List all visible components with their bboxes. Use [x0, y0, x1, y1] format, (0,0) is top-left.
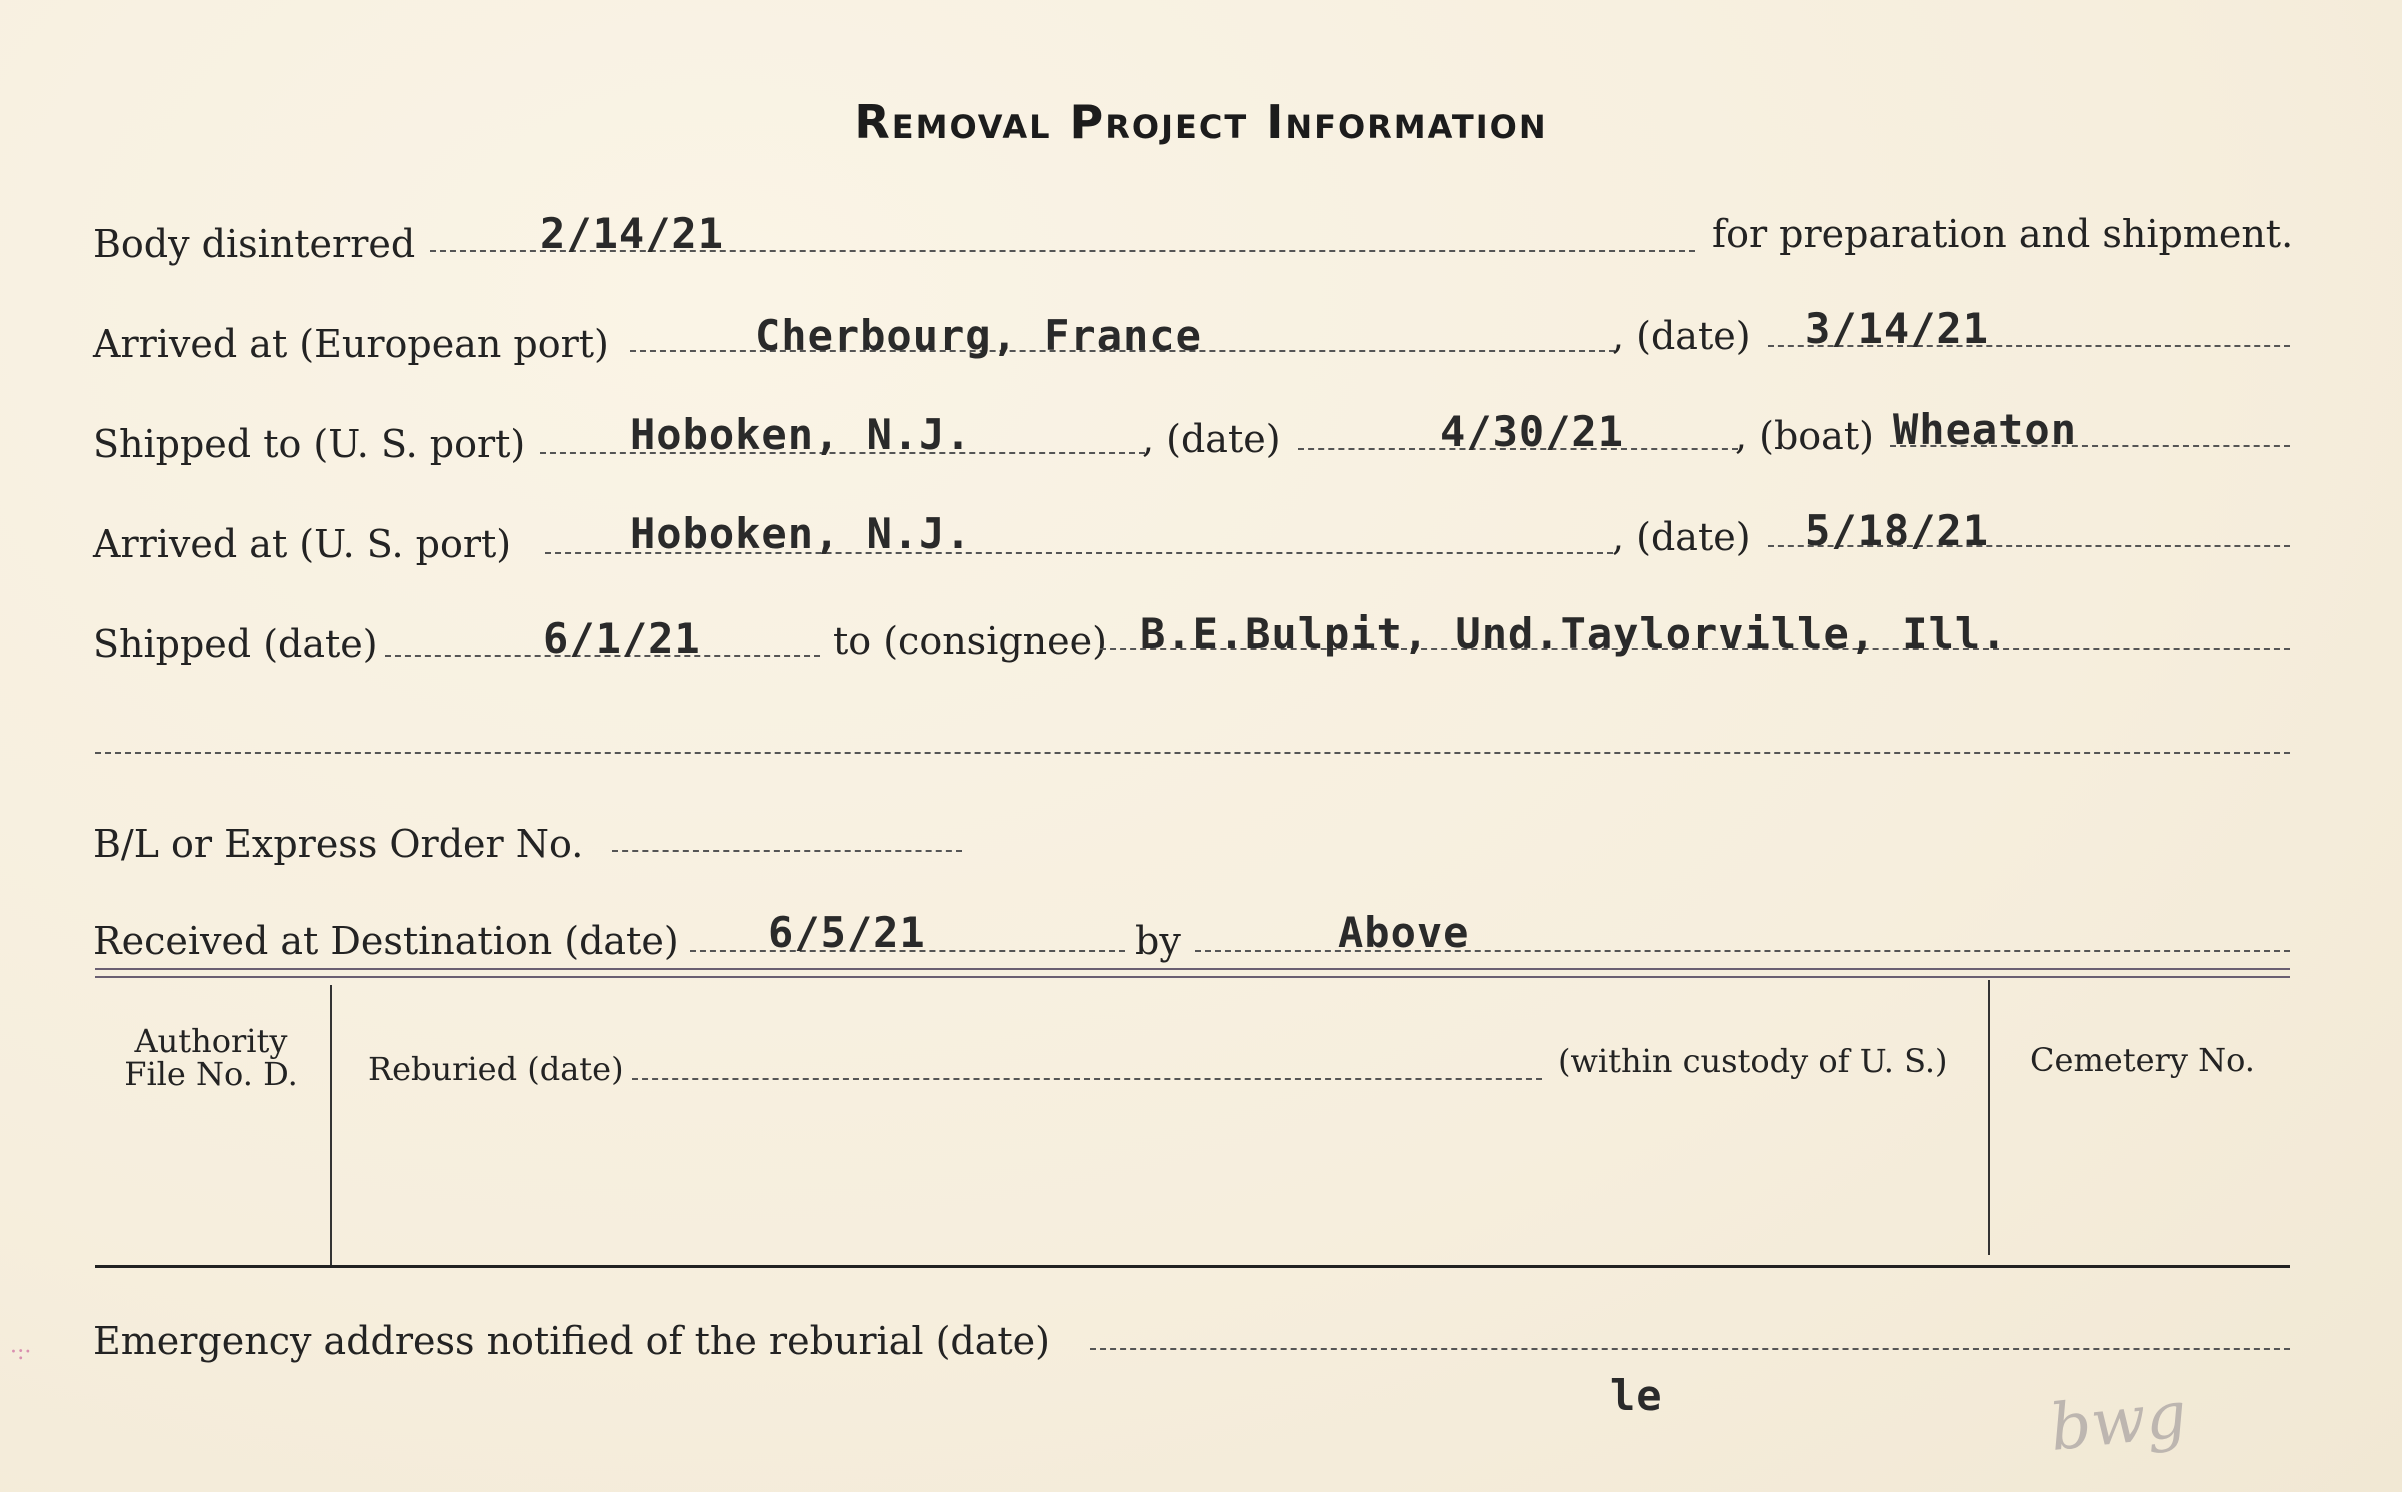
- consignee-label: to (consignee): [833, 619, 1107, 663]
- arrived-european-date-label: , (date): [1612, 314, 1751, 358]
- shipped-date-label: Shipped (date): [93, 622, 378, 666]
- table-bottom-rule: [95, 1265, 2290, 1268]
- arrived-european-label: Arrived at (European port): [93, 322, 609, 366]
- arrived-us-port: Hoboken, N.J.: [630, 509, 972, 558]
- arrived-us-date-label: , (date): [1612, 515, 1751, 559]
- shipped-us-date: 4/30/21: [1440, 407, 1625, 456]
- received-by: Above: [1338, 908, 1470, 957]
- file-code: le: [1610, 1371, 1663, 1420]
- emergency-label: Emergency address notified of the reburial (date): [93, 1319, 1050, 1363]
- body-disinterred-value: 2/14/21: [540, 209, 725, 258]
- bl-line: [612, 850, 962, 852]
- authority-label-1: Authority: [134, 1022, 288, 1060]
- stamp-mark: ·:·: [10, 1340, 32, 1365]
- reburied-label: Reburied (date): [368, 1050, 624, 1088]
- body-disinterred-suffix: for preparation and shipment.: [1712, 212, 2294, 256]
- pencil-note: bwg: [2046, 1378, 2191, 1466]
- continuation-line: [95, 752, 2290, 754]
- consignee: B.E.Bulpit, Und.Taylorville, Ill.: [1140, 609, 2008, 658]
- card-title: Removal Project Information: [854, 95, 1548, 149]
- emergency-line: [1090, 1348, 2290, 1350]
- table-divider-right: [1988, 980, 1990, 1255]
- shipped-us-date-label: , (date): [1142, 417, 1281, 461]
- shipped-date: 6/1/21: [543, 614, 701, 663]
- received-label: Received at Destination (date): [93, 919, 679, 963]
- reburied-line: [632, 1078, 1542, 1080]
- shipped-us-port: Hoboken, N.J.: [630, 410, 972, 459]
- bl-label: B/L or Express Order No.: [93, 822, 584, 866]
- table-top-rule: [95, 968, 2290, 970]
- arrived-european-date: 3/14/21: [1805, 304, 1990, 353]
- received-by-label: by: [1135, 919, 1181, 963]
- body-disinterred-label: Body disinterred: [93, 222, 416, 266]
- arrived-us-date: 5/18/21: [1805, 506, 1990, 555]
- arrived-us-label: Arrived at (U. S. port): [93, 522, 512, 566]
- table-top-rule-2: [95, 976, 2290, 978]
- shipped-us-boat: Wheaton: [1893, 405, 2078, 454]
- arrived-european-port: Cherbourg, France: [755, 311, 1202, 360]
- shipped-us-boat-label: , (boat): [1735, 414, 1874, 458]
- custody-label: (within custody of U. S.): [1558, 1042, 1948, 1080]
- received-date: 6/5/21: [768, 908, 926, 957]
- authority-label-2: File No. D.: [124, 1055, 298, 1093]
- cemetery-label: Cemetery No.: [2030, 1041, 2255, 1079]
- shipped-us-label: Shipped to (U. S. port): [93, 422, 526, 466]
- table-divider-left: [330, 985, 332, 1267]
